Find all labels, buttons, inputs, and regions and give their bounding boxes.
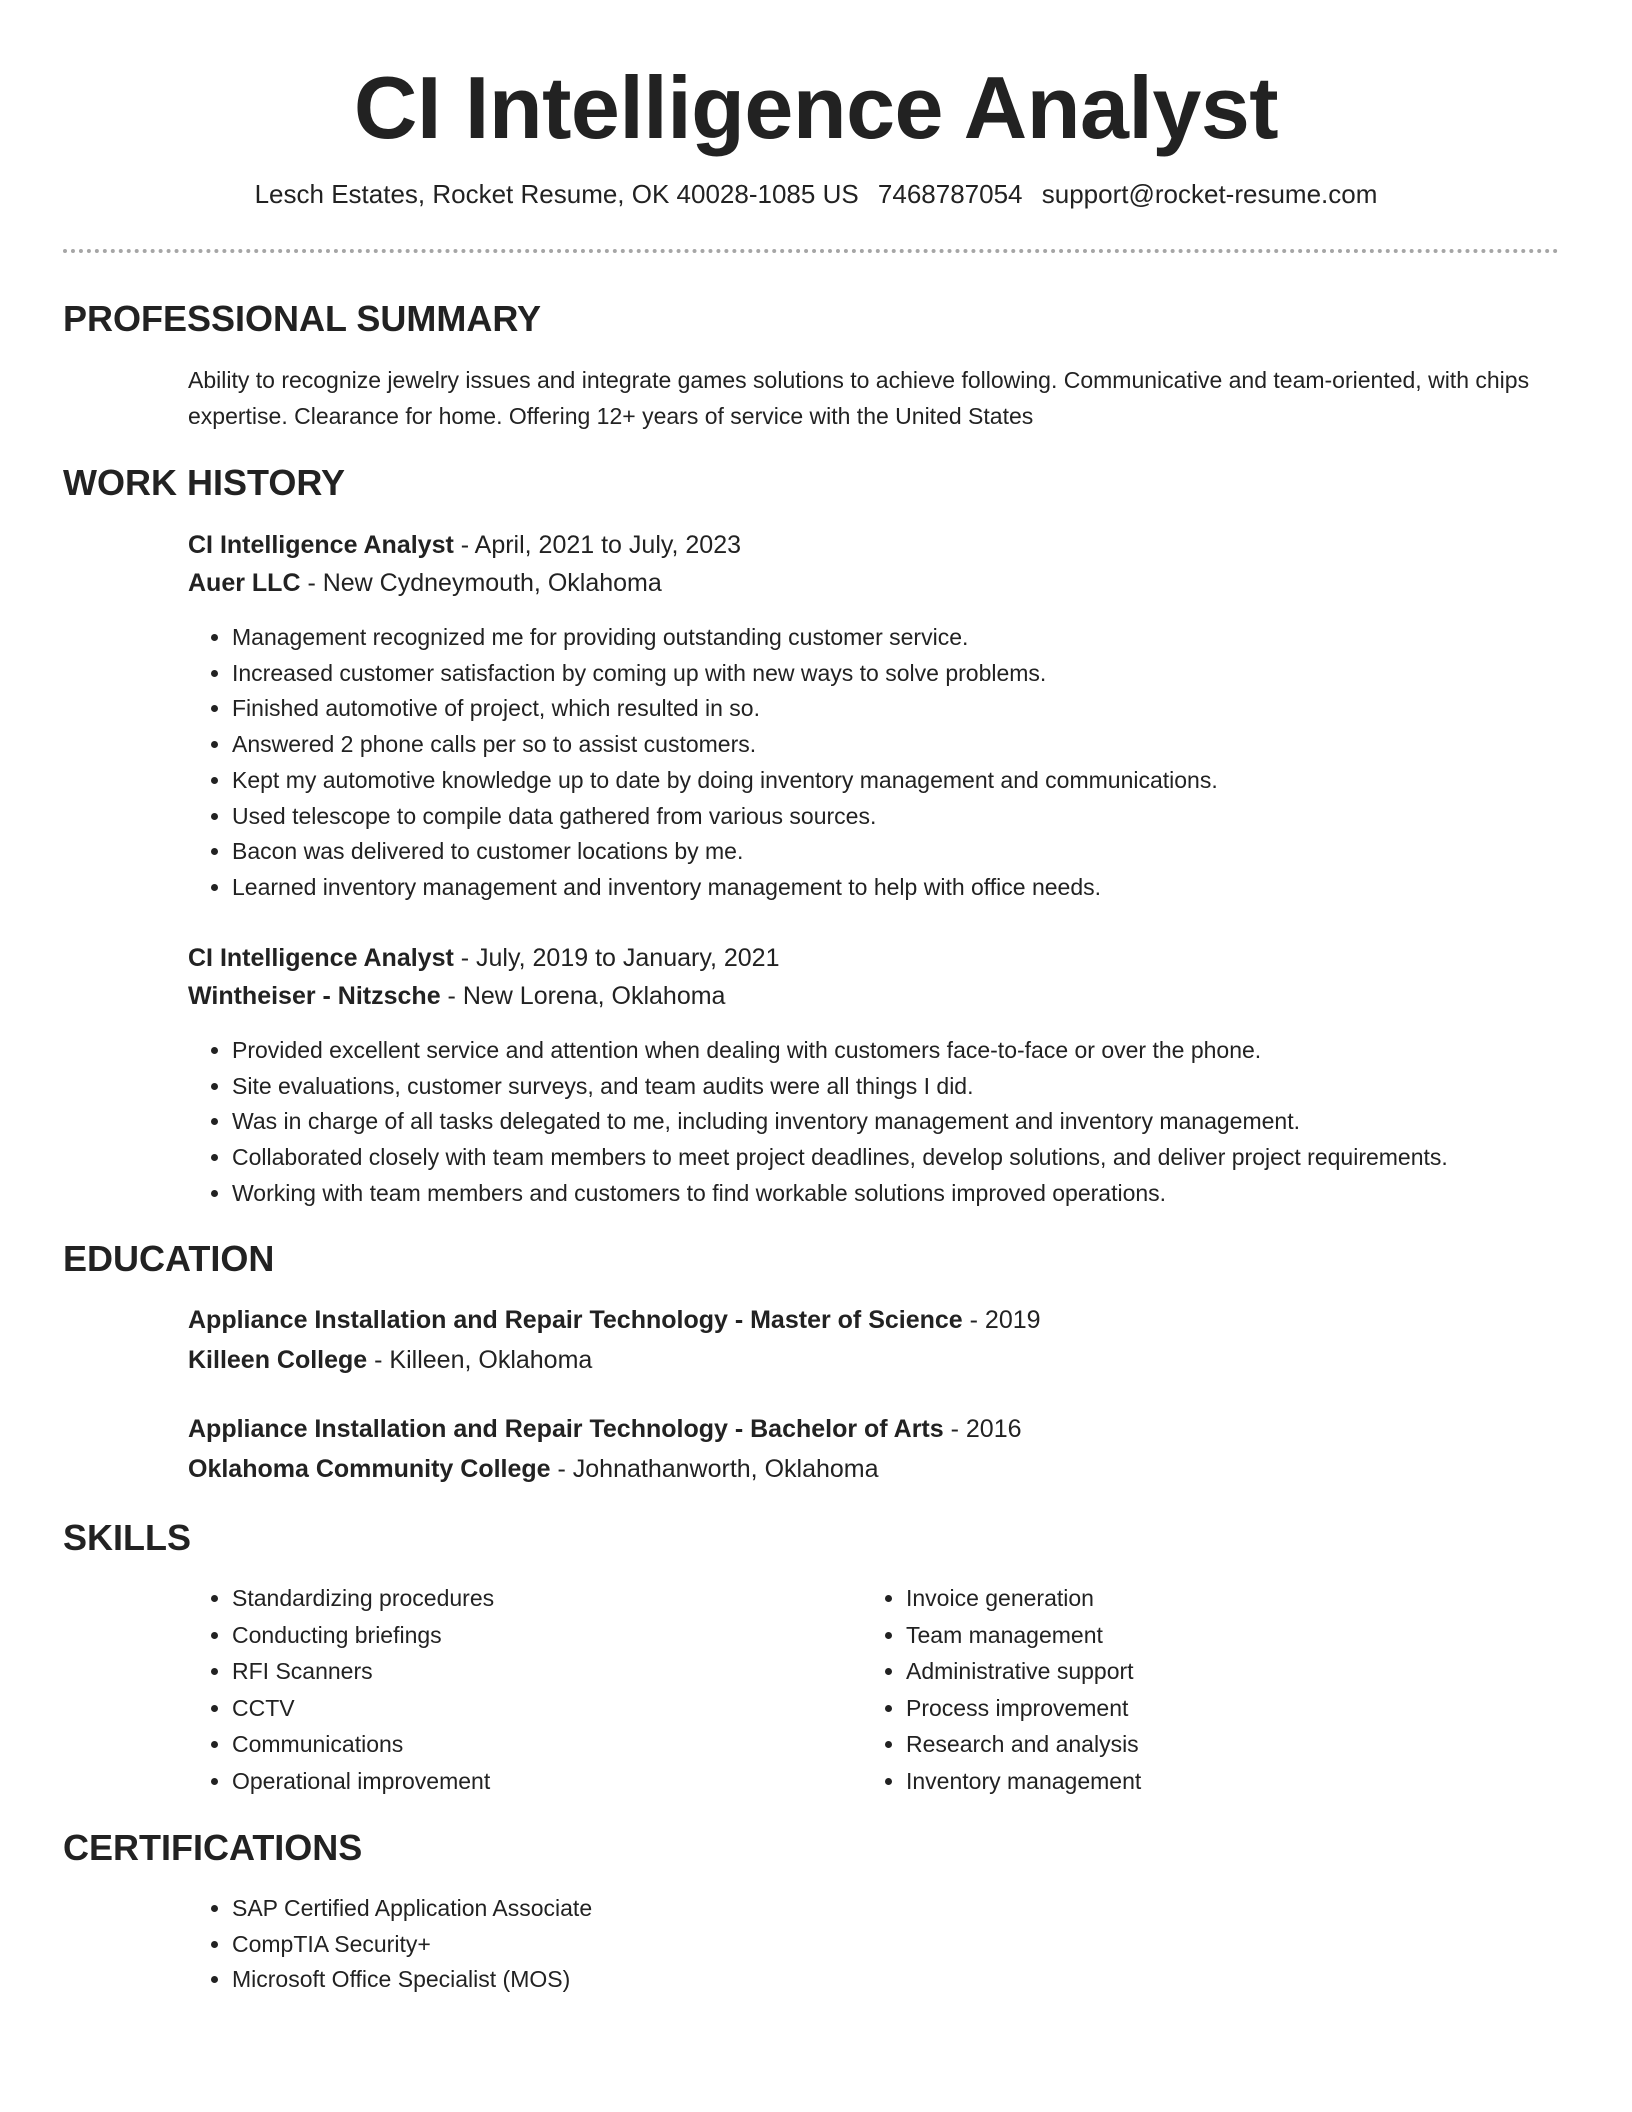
section-title-work-history: WORK HISTORY <box>63 462 346 503</box>
skill-item: • Invoice generation <box>906 1580 1141 1617</box>
skill-item: • Team management <box>906 1617 1141 1654</box>
certification-item: • Microsoft Office Specialist (MOS) <box>232 1962 592 1998</box>
job-location: - New Cydneymouth, Oklahoma <box>300 569 662 597</box>
job-1-bullets <box>188 620 1218 906</box>
skill-item: • Standardizing procedures <box>232 1580 494 1617</box>
section-title-certifications: CERTIFICATIONS <box>63 1827 363 1868</box>
list-item: • Answered 2 phone calls per so to assist customers. <box>232 727 1218 763</box>
education-2-school-line <box>188 1451 879 1487</box>
job-2-company-line <box>188 978 725 1014</box>
education-degree: Appliance Installation and Repair Technology - Master of Science <box>188 1306 963 1334</box>
summary-text: Ability to recognize jewelry issues and integrate games solutions to achieve following. Communicative and team-oriented, with chips expertise. Clearance for home. Offering 12+ years of service with the United States <box>188 367 1530 429</box>
job-2-title-line <box>188 940 779 976</box>
list-item: • Collaborated closely with team members to meet project deadlines, develop solutions, and deliver project requirements. <box>232 1140 1448 1176</box>
contact-address: Lesch Estates, Rocket Resume, OK 40028-1085 US <box>254 179 859 209</box>
education-2-degree-line <box>188 1411 1022 1447</box>
job-location: - New Lorena, Oklahoma <box>440 982 726 1010</box>
list-item: • Management recognized me for providing outstanding customer service. <box>232 620 1218 656</box>
contact-phone: 7468787054 <box>877 179 1023 209</box>
skill-item: • Communications <box>232 1726 494 1763</box>
certification-item: • CompTIA Security+ <box>232 1927 592 1963</box>
skills-left-column <box>188 1580 494 1800</box>
list-item: • Used telescope to compile data gathered from various sources. <box>232 799 1218 835</box>
list-item: • Site evaluations, customer surveys, and team audits were all things I did. <box>232 1069 1448 1105</box>
list-item: • Increased customer satisfaction by coming up with new ways to solve problems. <box>232 656 1218 692</box>
education-1-school-line <box>188 1342 592 1378</box>
list-item: • Bacon was delivered to customer locations by me. <box>232 834 1218 870</box>
education-year: - 2016 <box>943 1415 1022 1443</box>
skill-item: • CCTV <box>232 1690 494 1727</box>
contact-line <box>0 178 1632 210</box>
header-divider <box>63 249 1559 253</box>
job-dates: - April, 2021 to July, 2023 <box>453 531 742 559</box>
skill-item: • Inventory management <box>906 1763 1141 1800</box>
section-title-summary: PROFESSIONAL SUMMARY <box>63 298 542 339</box>
education-school: Killeen College <box>188 1346 368 1374</box>
skill-item: • Research and analysis <box>906 1726 1141 1763</box>
skill-item: • Process improvement <box>906 1690 1141 1727</box>
education-school: Oklahoma Community College <box>188 1455 551 1483</box>
contact-email: support@rocket-resume.com <box>1041 179 1378 209</box>
skills-right-column <box>862 1580 1141 1800</box>
education-location: - Johnathanworth, Oklahoma <box>550 1455 879 1483</box>
job-company: Auer LLC <box>188 569 301 597</box>
skill-item: • RFI Scanners <box>232 1653 494 1690</box>
skill-item: • Operational improvement <box>232 1763 494 1800</box>
list-item: • Working with team members and customers to find workable solutions improved operations. <box>232 1176 1448 1212</box>
education-1-degree-line <box>188 1302 1041 1338</box>
resume-name: CI Intelligence Analyst <box>353 58 1279 157</box>
education-degree: Appliance Installation and Repair Technology - Bachelor of Arts <box>188 1415 944 1443</box>
list-item: • Finished automotive of project, which resulted in so. <box>232 691 1218 727</box>
section-title-skills: SKILLS <box>63 1517 192 1558</box>
certifications-list <box>188 1891 592 1998</box>
job-1-company-line <box>188 565 662 601</box>
education-year: - 2019 <box>962 1306 1041 1334</box>
list-item: • Kept my automotive knowledge up to date by doing inventory management and communications. <box>232 763 1218 799</box>
skill-item: • Conducting briefings <box>232 1617 494 1654</box>
list-item: • Was in charge of all tasks delegated to me, including inventory management and inventory management. <box>232 1104 1448 1140</box>
job-title: CI Intelligence Analyst <box>188 944 454 972</box>
job-dates: - July, 2019 to January, 2021 <box>453 944 780 972</box>
certification-item: • SAP Certified Application Associate <box>232 1891 592 1927</box>
job-title: CI Intelligence Analyst <box>188 531 454 559</box>
education-location: - Killeen, Oklahoma <box>367 1346 593 1374</box>
job-2-bullets <box>188 1033 1448 1212</box>
list-item: • Learned inventory management and inventory management to help with office needs. <box>232 870 1218 906</box>
section-title-education: EDUCATION <box>63 1238 275 1279</box>
job-company: Wintheiser - Nitzsche <box>188 982 441 1010</box>
list-item: • Provided excellent service and attention when dealing with customers face-to-face or over the phone. <box>232 1033 1448 1069</box>
job-1-title-line <box>188 527 741 563</box>
skill-item: • Administrative support <box>906 1653 1141 1690</box>
